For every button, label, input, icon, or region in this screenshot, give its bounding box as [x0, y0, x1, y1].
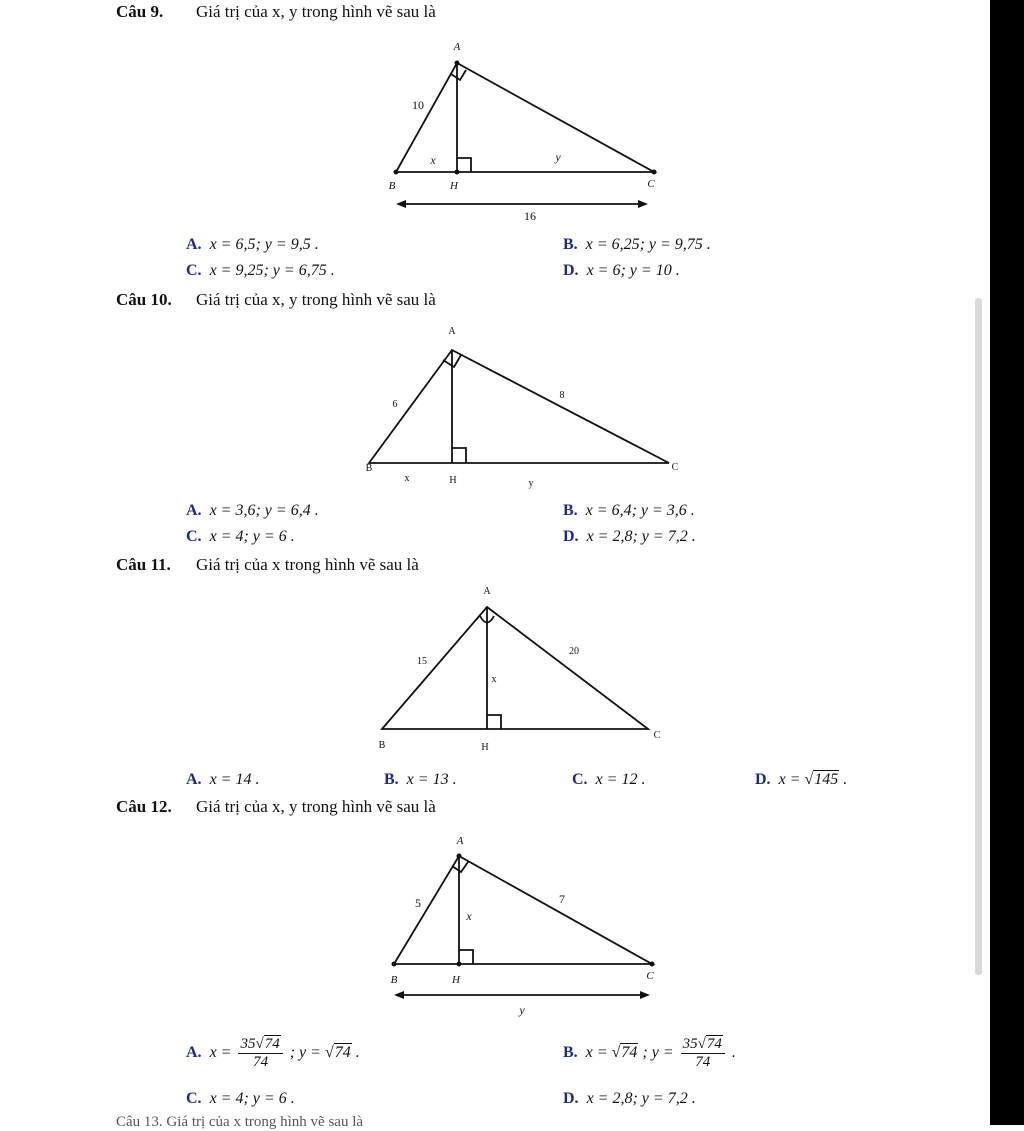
- question-10-figure: [355, 320, 695, 495]
- right-black-edge: [990, 0, 1024, 1125]
- q12-label-AC: 7: [559, 892, 565, 906]
- q10-label-C: C: [671, 462, 679, 473]
- q11-label-B: B: [378, 740, 386, 751]
- q12-label-A: A: [456, 835, 464, 847]
- q10-option-C[interactable]: C. x = 4; y = 6 .: [186, 528, 295, 545]
- q12-label-AB: 5: [415, 896, 421, 910]
- scrollbar[interactable]: [975, 298, 982, 975]
- q10-label-H: H: [449, 475, 457, 486]
- q11-label-AB: 15: [417, 656, 427, 667]
- q11-label-H: H: [481, 742, 489, 753]
- q9-option-D[interactable]: D. x = 6; y = 10 .: [563, 262, 680, 279]
- q12-label-x: x: [466, 909, 472, 923]
- q11-label-x: x: [491, 674, 497, 685]
- q12-option-D[interactable]: D. x = 2,8; y = 7,2 .: [563, 1090, 696, 1107]
- q9-option-C[interactable]: C. x = 9,25; y = 6,75 .: [186, 262, 335, 279]
- question-11-text: Giá trị của x trong hình vẽ sau là: [196, 555, 419, 574]
- question-10-title: [116, 290, 436, 310]
- question-11-title: [116, 555, 419, 575]
- q12-option-C[interactable]: C. x = 4; y = 6 .: [186, 1090, 295, 1107]
- question-12-figure: [380, 832, 680, 1022]
- question-10-number: Câu 10.: [116, 290, 172, 309]
- q12-label-C: C: [646, 970, 654, 982]
- q10-label-y: y: [528, 478, 534, 489]
- q10-option-D[interactable]: D. x = 2,8; y = 7,2 .: [563, 528, 696, 545]
- q9-label-C: C: [647, 178, 655, 190]
- question-12-number: Câu 12.: [116, 797, 172, 816]
- q10-option-B[interactable]: B. x = 6,4; y = 3,6 .: [563, 502, 695, 519]
- q10-label-A: A: [448, 326, 456, 337]
- q9-label-H: H: [450, 180, 458, 192]
- q12-option-B[interactable]: B. x = √74 ; y = $\frac{35√74}{74}$ .: [563, 1036, 736, 1070]
- q12-label-B: B: [390, 974, 398, 986]
- q12-label-H: H: [452, 974, 460, 986]
- q10-option-A[interactable]: A. x = 3,6; y = 6,4 .: [186, 502, 319, 519]
- q9-option-A[interactable]: A. x = 6,5; y = 9,5 .: [186, 236, 319, 253]
- question-9-figure: [380, 36, 680, 226]
- question-9-title: [116, 2, 436, 22]
- q11-option-C[interactable]: C. x = 12 .: [572, 771, 646, 788]
- q11-option-A[interactable]: A. x = 14 .: [186, 771, 260, 788]
- question-9-text: Giá trị của x, y trong hình vẽ sau là: [196, 2, 436, 21]
- q10-label-B: B: [365, 463, 373, 474]
- q9-option-B[interactable]: B. x = 6,25; y = 9,75 .: [563, 236, 711, 253]
- q11-option-B[interactable]: B. x = 13 .: [384, 771, 457, 788]
- q10-label-AB: 6: [392, 399, 398, 410]
- question-12-title: [116, 797, 436, 817]
- q12-option-A[interactable]: A. x = $\frac{35√74}{74}$ ; y = √74 .: [186, 1036, 360, 1070]
- q10-label-AC: 8: [559, 390, 565, 401]
- q12-label-y: y: [519, 1003, 525, 1017]
- q10-label-x: x: [404, 473, 410, 484]
- q9-label-16: 16: [524, 209, 536, 223]
- q12-b-fraction: $\frac{35√74}{74}$: [681, 1036, 725, 1071]
- question-10-text: Giá trị của x, y trong hình vẽ sau là: [196, 290, 436, 309]
- q9-label-A: A: [453, 41, 461, 53]
- q9-label-B: B: [388, 180, 396, 192]
- question-11-figure: [370, 582, 670, 762]
- q11-label-AC: 20: [569, 646, 579, 657]
- q12-a-fraction: $\frac{35√74}{74}$: [238, 1036, 282, 1071]
- q11-label-C: C: [653, 730, 661, 741]
- question-12-text: Giá trị của x, y trong hình vẽ sau là: [196, 797, 436, 816]
- question-11-number: Câu 11.: [116, 555, 171, 574]
- q11-label-A: A: [483, 586, 491, 597]
- question-9-number: Câu 9.: [116, 2, 164, 21]
- q9-label-x: x: [430, 153, 436, 167]
- q11-option-D[interactable]: D. x = √145 .: [755, 771, 848, 788]
- q9-label-AB: 10: [412, 98, 424, 112]
- question-13-cutoff: Câu 13. Giá trị của x trong hình vẽ sau là: [116, 1114, 364, 1130]
- q9-label-y: y: [555, 150, 561, 164]
